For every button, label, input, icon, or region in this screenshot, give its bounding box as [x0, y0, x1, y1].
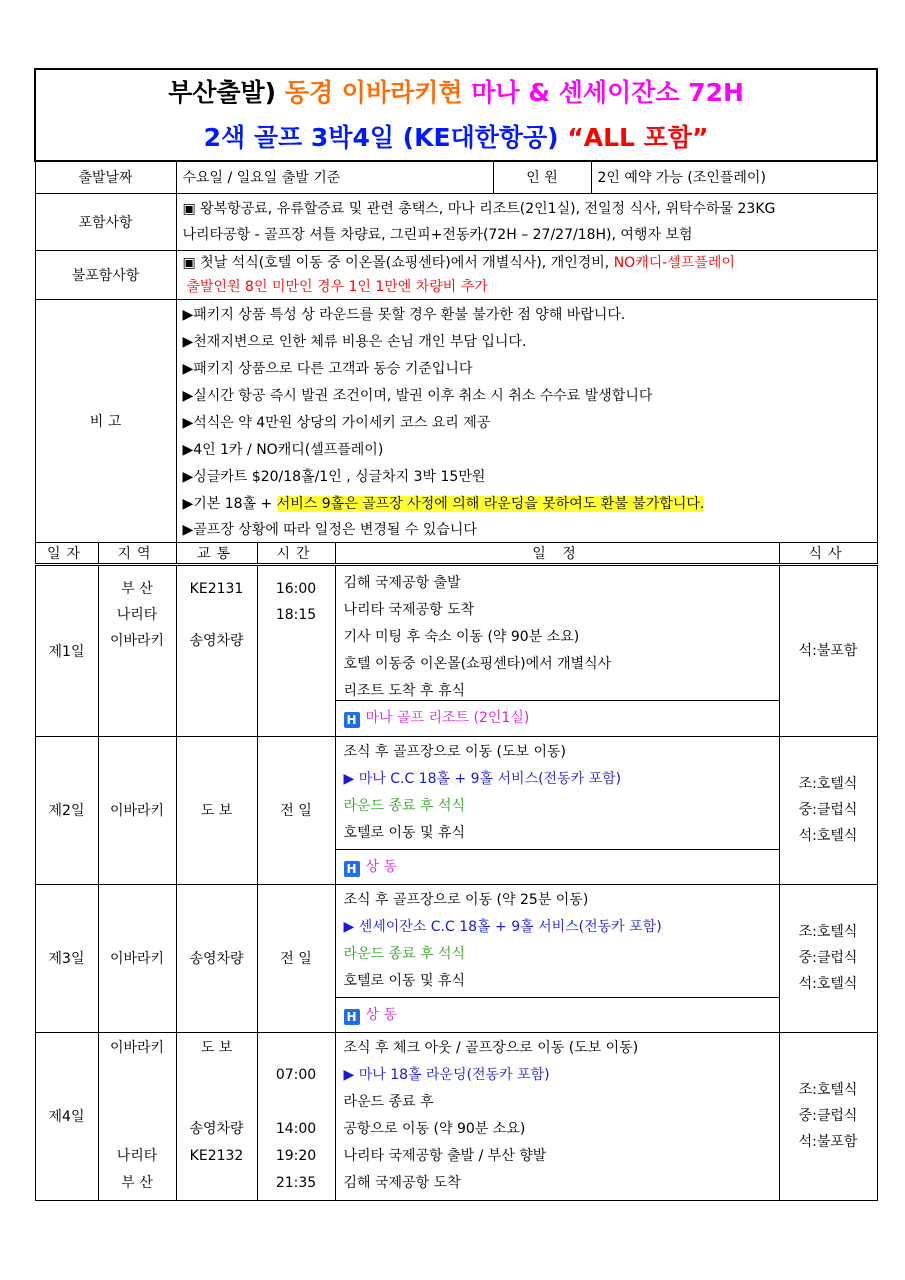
- remark-item: ▶패키지 상품으로 다른 고객과 동승 기준입니다: [182, 360, 473, 377]
- region-item: [101, 1116, 174, 1143]
- time-item: 16:00: [275, 580, 317, 597]
- remark-highlight: 서비스 9홀은 골프장 사정에 의해 라운딩을 못하여도 환불 불가합니다.: [276, 495, 705, 512]
- course-item: ▶ 마나 18홀 라운딩(전동카 포함): [343, 1066, 550, 1083]
- remark-item-highlighted: [183, 491, 871, 518]
- remark-item: ▶골프장 상황에 따라 일정은 변경될 수 있습니다: [182, 521, 477, 538]
- region-item: 부 산: [121, 580, 153, 597]
- header-day: 일자: [35, 542, 98, 564]
- day-row: [35, 884, 877, 1032]
- included-content: [176, 193, 877, 250]
- meal-item: 중:클럽식: [798, 950, 858, 966]
- time-item: [260, 1035, 333, 1062]
- region-item: 이바라키: [109, 1039, 165, 1056]
- day-times: [257, 1032, 335, 1200]
- schedule-item: 조식 후 골프장으로 이동 (약 25분 이동): [343, 891, 589, 908]
- day-meals: [779, 1032, 877, 1200]
- day-transport: 도 보: [176, 736, 257, 884]
- title-region: 동경 이바라키현: [284, 78, 472, 107]
- hotel-name: 상 동: [365, 1006, 397, 1023]
- day-schedule: [335, 564, 779, 736]
- region-item: 부 산: [121, 1174, 153, 1191]
- meal-item: 석:불포함: [798, 1134, 858, 1150]
- schedule-header-row: [35, 542, 877, 564]
- transport-item: 송영차량: [189, 1120, 244, 1137]
- transport-item: 송영차량: [189, 632, 244, 649]
- title-line-2: [36, 115, 876, 160]
- schedule-item: 리조트 도착 후 휴식: [343, 682, 466, 699]
- day-transport: [176, 1032, 257, 1200]
- header-region: 지역: [98, 542, 176, 564]
- time-item: 18:15: [275, 606, 317, 623]
- meal-item: 조:호텔식: [798, 776, 858, 792]
- day-regions: [98, 564, 176, 736]
- meal-item: 석:호텔식: [798, 828, 858, 844]
- region-item: 나리타: [116, 606, 158, 623]
- transport-item: [179, 1170, 255, 1197]
- day-meals: [779, 564, 877, 736]
- meal-item: 조:호텔식: [798, 1082, 858, 1098]
- header-transport: 교통: [176, 542, 257, 564]
- title-origin: 부산출발): [168, 78, 285, 107]
- title-courses: 마나 & 센세이잔소 72H: [471, 78, 744, 107]
- title-line-1: [36, 70, 876, 115]
- day-label: 제3일: [35, 884, 98, 1032]
- schedule-item: 호텔로 이동 및 휴식: [343, 824, 466, 841]
- region-item: 이바라키: [109, 632, 165, 649]
- remark-item: ▶실시간 항공 즉시 발권 조건이며, 발권 이후 취소 시 취소 수수료 발생합니다: [182, 387, 653, 404]
- title-block: [35, 69, 877, 161]
- day-row: [35, 736, 877, 884]
- day-region: 이바라키: [98, 736, 176, 884]
- day-label: 제2일: [35, 736, 98, 884]
- day-schedule: [335, 884, 779, 1032]
- departure-label: 출발날짜: [35, 161, 176, 193]
- day-time: 전 일: [257, 884, 335, 1032]
- transport-item: [179, 1062, 255, 1089]
- day-time: 전 일: [257, 736, 335, 884]
- transport-item: 도 보: [200, 1039, 233, 1056]
- course-item: ▶ 마나 C.C 18홀 + 9홀 서비스(전동카 포함): [343, 770, 622, 787]
- hotel-info: [336, 700, 779, 735]
- hotel-h-icon: H: [344, 712, 360, 728]
- meal-item: 중:클럽식: [798, 802, 858, 818]
- remark-item: ▶패키지 상품 특성 상 라운드를 못할 경우 환불 불가한 점 양해 바랍니다.: [182, 306, 626, 323]
- remark-item: ▶싱글카트 $20/18홀/1인 , 싱글차지 3박 15만원: [182, 468, 486, 485]
- region-item: [101, 1089, 174, 1116]
- day-transport: 송영차량: [176, 884, 257, 1032]
- itinerary-table: [34, 68, 878, 1201]
- time-item: 14:00: [275, 1120, 317, 1137]
- title-all-included: “ALL 포함”: [558, 123, 709, 152]
- day-row: [35, 1032, 877, 1200]
- schedule-item: 조식 후 체크 아웃 / 골프장으로 이동 (도보 이동): [343, 1039, 639, 1056]
- transport-item: KE2132: [189, 1147, 244, 1164]
- excluded-line: [183, 251, 871, 275]
- schedule-item: 나리타 국제공항 출발 / 부산 향발: [343, 1147, 547, 1164]
- transport-item: [179, 1089, 255, 1116]
- schedule-item: 라운드 종료 후: [343, 1093, 434, 1110]
- region-item: [101, 1062, 174, 1089]
- header-meal: 식사: [779, 542, 877, 564]
- remark-item: ▶천재지변으로 인한 체류 비용은 손님 개인 부담 입니다.: [182, 333, 527, 350]
- time-item: 07:00: [275, 1066, 317, 1083]
- day-regions: [98, 1032, 176, 1200]
- day-transport: [176, 564, 257, 736]
- hotel-name: 마나 골프 리조트 (2인1실): [365, 709, 530, 726]
- included-line: 나리타공항 - 골프장 셔틀 차량료, 그린피+전동카(72H – 27/27/18H), 여행자 보험: [182, 226, 693, 243]
- header-schedule: 일 정: [335, 542, 779, 564]
- remarks-content: [176, 299, 877, 542]
- min-people-note: 출발인원 8인 미만인 경우 1인 1만엔 차량비 추가: [186, 278, 488, 295]
- day-label: 제1일: [35, 564, 98, 736]
- meal-item: 조:호텔식: [798, 924, 858, 940]
- schedule-item: 조식 후 골프장으로 이동 (도보 이동): [343, 743, 567, 760]
- meal-item: 석:불포함: [798, 642, 858, 659]
- schedule-item: 기사 미팅 후 숙소 이동 (약 90분 소요): [343, 628, 580, 645]
- day-label: 제4일: [35, 1032, 98, 1200]
- hotel-h-icon: H: [344, 861, 360, 877]
- transport-item: [179, 602, 255, 628]
- meal-item: 석:호텔식: [798, 976, 858, 992]
- day-region: 이바라키: [98, 884, 176, 1032]
- day-meals: [779, 736, 877, 884]
- hotel-info: [336, 997, 779, 1032]
- course-item: ▶ 센세이잔소 C.C 18홀 + 9홀 서비스(전동카 포함): [343, 918, 662, 935]
- departure-value: 수요일 / 일요일 출발 기준: [176, 161, 493, 193]
- day-schedule: [335, 736, 779, 884]
- excluded-label: 불포함사항: [35, 250, 176, 299]
- remark-prefix: ▶기본 18홀 +: [182, 495, 277, 512]
- time-item: 19:20: [275, 1147, 317, 1164]
- remark-item: ▶4인 1카 / NO캐디(셀프플레이): [182, 441, 384, 458]
- excluded-text: ▣ 첫날 석식(호텔 이동 중 이온몰(쇼핑센타)에서 개별식사), 개인경비,: [182, 254, 614, 271]
- people-label: 인 원: [493, 161, 591, 193]
- region-item: 나리타: [116, 1147, 158, 1164]
- dinner-item: 라운드 종료 후 석식: [343, 945, 466, 962]
- no-caddie-note: NO캐디-셀프플레이: [613, 254, 735, 271]
- day-schedule: [335, 1032, 779, 1200]
- day-row: [35, 564, 877, 736]
- included-label: 포함사항: [35, 193, 176, 250]
- excluded-content: [176, 250, 877, 299]
- itinerary-document: [34, 68, 876, 1201]
- day-meals: [779, 884, 877, 1032]
- remarks-label: 비 고: [35, 299, 176, 542]
- schedule-item: 김해 국제공항 출발: [343, 574, 461, 591]
- schedule-item: 김해 국제공항 도착: [343, 1174, 461, 1191]
- included-line: ▣ 왕복항공료, 유류할증료 및 관련 총택스, 마나 리조트(2인1실), 전일정 식사, 위탁수하물 23KG: [182, 200, 776, 217]
- hotel-h-icon: H: [344, 1009, 360, 1025]
- hotel-name: 상 동: [365, 858, 397, 875]
- meal-item: 중:클럽식: [798, 1108, 858, 1124]
- time-item: [260, 1089, 333, 1116]
- schedule-item: 호텔로 이동 및 휴식: [343, 972, 466, 989]
- schedule-item: 호텔 이동중 이온몰(쇼핑센타)에서 개별식사: [343, 655, 612, 672]
- people-value: 2인 예약 가능 (조인플레이): [591, 161, 877, 193]
- title-package: 2색 골프 3박4일 (KE대한항공): [203, 123, 559, 152]
- schedule-item: 나리타 국제공항 도착: [343, 601, 475, 618]
- schedule-item: 공항으로 이동 (약 90분 소요): [343, 1120, 526, 1137]
- header-time: 시간: [257, 542, 335, 564]
- time-item: 21:35: [275, 1174, 317, 1191]
- dinner-item: 라운드 종료 후 석식: [343, 797, 466, 814]
- transport-item: KE2131: [189, 580, 244, 597]
- day-times: [257, 564, 335, 736]
- remark-item: ▶석식은 약 4만원 상당의 가이세키 코스 요리 제공: [182, 414, 491, 431]
- hotel-info: [336, 849, 779, 884]
